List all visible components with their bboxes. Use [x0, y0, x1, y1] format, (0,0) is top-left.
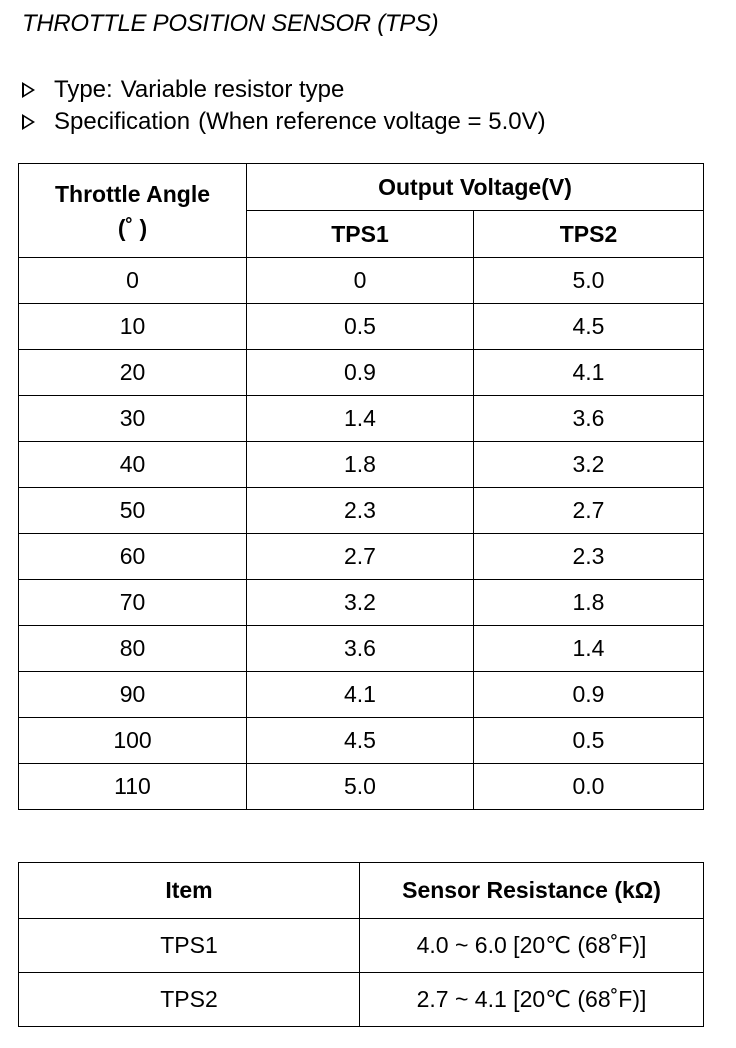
throttle-angle-cell: 80 — [19, 626, 247, 672]
table-row — [19, 626, 704, 672]
tps2-voltage-cell: 3.2 — [474, 442, 704, 488]
output-voltage-header: Output Voltage(V) — [247, 164, 704, 211]
item-cell: TPS1 — [19, 919, 360, 973]
tps2-voltage-cell: 2.3 — [474, 534, 704, 580]
tps1-voltage-cell: 1.8 — [247, 442, 474, 488]
throttle-angle-header-unit: (˚ ) — [117, 214, 148, 241]
tps2-header: TPS2 — [474, 211, 704, 258]
type-line — [22, 76, 344, 104]
tps1-voltage-cell: 0.5 — [247, 304, 474, 350]
table-row — [19, 258, 704, 304]
tps2-voltage-cell: 1.8 — [474, 580, 704, 626]
table-row — [19, 488, 704, 534]
table-row — [19, 304, 704, 350]
throttle-angle-cell: 90 — [19, 672, 247, 718]
tps1-voltage-cell: 2.3 — [247, 488, 474, 534]
tps2-voltage-cell: 0.5 — [474, 718, 704, 764]
tps1-voltage-cell: 4.5 — [247, 718, 474, 764]
triangle-bullet-icon — [22, 82, 35, 98]
tps2-voltage-cell: 3.6 — [474, 396, 704, 442]
type-label: Type: — [54, 76, 113, 103]
table-row — [19, 534, 704, 580]
tps1-voltage-cell: 4.1 — [247, 672, 474, 718]
table-row — [19, 672, 704, 718]
type-value: Variable resistor type — [120, 76, 345, 103]
throttle-angle-cell: 100 — [19, 718, 247, 764]
throttle-angle-cell: 40 — [19, 442, 247, 488]
tps1-voltage-cell: 5.0 — [247, 764, 474, 810]
item-header: Item — [19, 863, 360, 919]
throttle-angle-header — [19, 164, 247, 258]
tps1-voltage-cell: 3.6 — [247, 626, 474, 672]
tps2-voltage-cell: 4.1 — [474, 350, 704, 396]
table-row — [19, 764, 704, 810]
tps2-voltage-cell: 0.9 — [474, 672, 704, 718]
specification-label: Specification — [54, 108, 191, 135]
throttle-angle-cell: 30 — [19, 396, 247, 442]
sensor-resistance-header: Sensor Resistance (kΩ) — [360, 863, 704, 919]
table-row — [19, 442, 704, 488]
throttle-angle-cell: 50 — [19, 488, 247, 534]
tps2-voltage-cell: 2.7 — [474, 488, 704, 534]
output-voltage-table — [18, 163, 704, 810]
tps1-voltage-cell: 2.7 — [247, 534, 474, 580]
throttle-angle-header-label: Throttle Angle — [54, 180, 211, 207]
tps1-voltage-cell: 1.4 — [247, 396, 474, 442]
table-row — [19, 973, 704, 1027]
throttle-angle-cell: 10 — [19, 304, 247, 350]
item-cell: TPS2 — [19, 973, 360, 1027]
throttle-angle-cell: 20 — [19, 350, 247, 396]
sensor-resistance-cell: 2.7 ~ 4.1 [20℃ (68˚F)] — [360, 973, 704, 1027]
sensor-resistance-table — [18, 862, 704, 1027]
throttle-angle-cell: 0 — [19, 258, 247, 304]
triangle-bullet-icon — [22, 114, 35, 130]
table-row — [19, 350, 704, 396]
tps1-voltage-cell: 0.9 — [247, 350, 474, 396]
tps2-voltage-cell: 1.4 — [474, 626, 704, 672]
sensor-resistance-cell: 4.0 ~ 6.0 [20℃ (68˚F)] — [360, 919, 704, 973]
tps1-voltage-cell: 3.2 — [247, 580, 474, 626]
throttle-angle-cell: 110 — [19, 764, 247, 810]
tps1-voltage-cell: 0 — [247, 258, 474, 304]
tps1-header: TPS1 — [247, 211, 474, 258]
table-row — [19, 580, 704, 626]
specification-value: (When reference voltage = 5.0V) — [198, 108, 546, 135]
tps2-voltage-cell: 0.0 — [474, 764, 704, 810]
specification-line — [22, 108, 546, 136]
throttle-angle-cell: 60 — [19, 534, 247, 580]
table-row — [19, 919, 704, 973]
page-title: THROTTLE POSITION SENSOR (TPS) — [22, 10, 439, 37]
table-row — [19, 718, 704, 764]
tps2-voltage-cell: 4.5 — [474, 304, 704, 350]
tps2-voltage-cell: 5.0 — [474, 258, 704, 304]
throttle-angle-cell: 70 — [19, 580, 247, 626]
table-row — [19, 396, 704, 442]
